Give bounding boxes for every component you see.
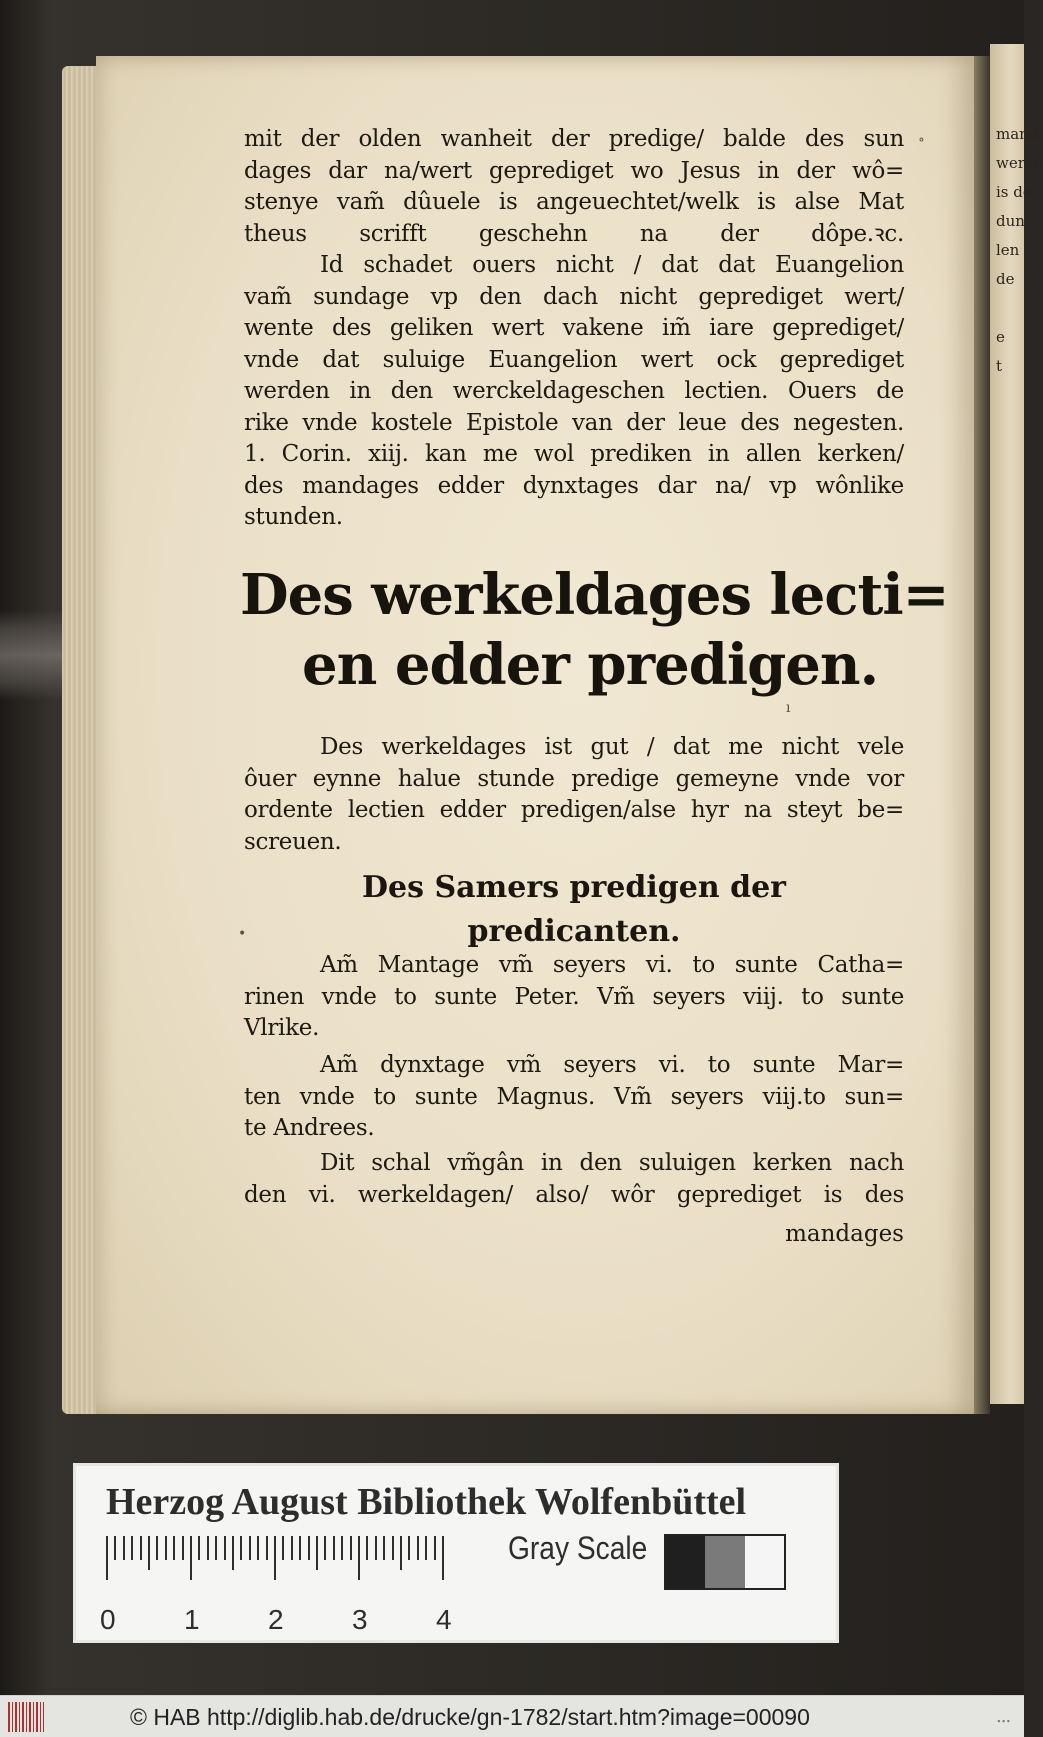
facing-page-fragment: werke: [996, 154, 1043, 172]
heading-line: en edder predigen.: [302, 632, 879, 698]
paragraph-intro: [244, 124, 904, 534]
paragraph-tuesday: [244, 1050, 904, 1145]
text-line: stunden.: [244, 504, 343, 530]
ruler-tick: [308, 1536, 310, 1560]
ruler: [100, 1536, 486, 1635]
ruler-tick: [240, 1536, 242, 1560]
ruler-tick: [182, 1536, 184, 1560]
ruler-tick: [282, 1536, 284, 1560]
text-line: ôuer eynne halue stunde predige gemeyne vnde vor: [244, 765, 904, 792]
ruler-tick: [131, 1536, 133, 1560]
ruler-tick: [198, 1536, 200, 1560]
gray-swatch: [666, 1536, 705, 1588]
ruler-tick: [375, 1536, 377, 1560]
copyright-link[interactable]: © HAB http://diglib.hab.de/drucke/gn-1782/start.htm?image=00090: [130, 1704, 810, 1730]
text-line: theus scrifft geschehn na der dôpe.ꝛc.: [244, 220, 904, 247]
paragraph-monday: [244, 950, 904, 1045]
ruler-tick: [366, 1536, 368, 1560]
ruler-tick: [333, 1536, 335, 1560]
ruler-tick: [425, 1536, 427, 1560]
text-line: wente des geliken wert vakene im̃ iare geprediget/: [244, 315, 904, 341]
page-mark: ∘: [918, 132, 925, 148]
sub-heading-line: Des Samers predigen der: [362, 870, 786, 905]
ruler-tick: [299, 1536, 301, 1560]
facing-page-fragment: de: [996, 270, 1015, 288]
page-mark: ı: [786, 700, 791, 716]
text-line: werden in den werckeldageschen lectien. Ouers de: [244, 378, 904, 404]
facing-page-fragment: t: [996, 357, 1003, 375]
library-name: Herzog August Bibliothek Wolfenbüttel: [106, 1481, 747, 1523]
sub-heading-line: predicanten.: [467, 914, 681, 949]
text-line: den vi. werkeldagen/ also/ wôr geprediget is des: [244, 1181, 904, 1208]
catchword: mandages: [785, 1221, 904, 1247]
ruler-tick: [207, 1536, 209, 1560]
text-line: des mandages edder dynxtages dar na/ vp wônlike: [244, 472, 904, 499]
ruler-tick: [417, 1536, 419, 1560]
ruler-number: 4: [436, 1604, 452, 1635]
ruler-tick: [114, 1536, 116, 1560]
more-icon[interactable]: ...: [996, 1706, 1011, 1727]
gray-scale-label: Gray Scale: [508, 1530, 648, 1566]
ruler-tick: [215, 1536, 217, 1560]
ruler-tick: [274, 1536, 276, 1580]
paragraph-weekday: [244, 732, 904, 858]
text-line: rinen vnde to sunte Peter. Vm̃ seyers viij. to sunte: [244, 983, 904, 1010]
ruler-tick: [257, 1536, 259, 1560]
ruler-tick: [249, 1536, 251, 1560]
footer-bar: [0, 1695, 1024, 1737]
text-line: Dit schal vm̃gân in den suluigen kerken nach: [320, 1150, 904, 1176]
facing-page-fragment: e: [996, 328, 1005, 346]
facing-page-fragment: mand: [996, 125, 1039, 143]
facing-page-fragment: is de: [996, 183, 1032, 201]
gray-swatch: [705, 1536, 744, 1588]
ruler-tick: [173, 1536, 175, 1560]
ruler-tick: [140, 1536, 142, 1560]
ruler-tick: [434, 1536, 436, 1560]
text-line: ten vnde to sunte Magnus. Vm̃ seyers viij.to sun=: [244, 1083, 904, 1110]
text-line: rike vnde kostele Epistole van der leue des negesten.: [244, 409, 904, 436]
text-line: Am̃ Mantage vm̃ seyers vi. to sunte Catha=: [320, 952, 904, 978]
section-heading: [240, 560, 949, 700]
text-line: dages dar na/wert geprediget wo Jesus in der wô=: [244, 157, 904, 184]
ruler-tick: [324, 1536, 326, 1560]
ruler-tick: [408, 1536, 410, 1560]
text-line: Id schadet ouers nicht / dat dat Euangelion: [320, 252, 904, 278]
ruler-tick: [442, 1536, 444, 1580]
text-line: te Andrees.: [244, 1115, 375, 1141]
ruler-number: 2: [268, 1604, 284, 1635]
ruler-tick: [106, 1536, 108, 1580]
ruler-number: 0: [100, 1604, 116, 1635]
text-line: vnde dat suluige Euangelion wert ock geprediget: [244, 346, 904, 373]
ruler-tick: [123, 1536, 125, 1560]
text-line: ordente lectien edder predigen/alse hyr na steyt be=: [244, 797, 904, 823]
text-line: Des werkeldages ist gut / dat me nicht vele: [320, 734, 904, 760]
book-gutter: [974, 56, 990, 1414]
facing-page-fragment: len: [996, 241, 1020, 259]
ruler-number: 1: [184, 1604, 200, 1635]
ruler-tick: [266, 1536, 268, 1560]
ruler-tick: [341, 1536, 343, 1560]
sub-heading: [244, 866, 904, 954]
facing-page-fragment: dun: [996, 212, 1025, 230]
ruler-tick: [165, 1536, 167, 1560]
ruler-tick: [358, 1536, 360, 1580]
text-line: Am̃ dynxtage vm̃ seyers vi. to sunte Mar=: [320, 1052, 904, 1078]
text-line: screuen.: [244, 828, 342, 855]
barcode-icon: [8, 1702, 44, 1732]
gray-swatch: [745, 1536, 784, 1588]
ruler-number: 3: [352, 1604, 368, 1635]
page-mark: •: [238, 926, 247, 942]
facing-page-fragment: [996, 294, 1024, 323]
ruler-tick: [190, 1536, 192, 1580]
text-line: Vlrike.: [244, 1015, 320, 1041]
text-line: 1. Corin. xiij. kan me wol prediken in allen kerken/: [244, 441, 904, 467]
ruler-tick: [316, 1536, 318, 1570]
heading-line: Des werkeldages lecti=: [240, 562, 949, 628]
text-line: vam̃ sundage vp den dach nicht geprediget wert/: [244, 283, 904, 310]
text-line: stenye vam̃ dûuele is angeuechtet/welk is alse Mat: [244, 189, 904, 215]
text-line: mit der olden wanheit der predige/ balde des sun: [244, 126, 904, 152]
ruler-tick: [383, 1536, 385, 1560]
ruler-tick: [291, 1536, 293, 1560]
paragraph-rotation: [244, 1148, 904, 1211]
facing-page-text: [996, 120, 1043, 381]
ruler-tick: [400, 1536, 402, 1570]
gray-scale-chart: [664, 1534, 786, 1590]
ruler-tick: [148, 1536, 150, 1570]
ruler-tick: [350, 1536, 352, 1560]
ruler-tick: [224, 1536, 226, 1560]
library-label-card: [76, 1466, 836, 1640]
ruler-tick: [156, 1536, 158, 1560]
ruler-tick: [392, 1536, 394, 1560]
ruler-tick: [232, 1536, 234, 1570]
